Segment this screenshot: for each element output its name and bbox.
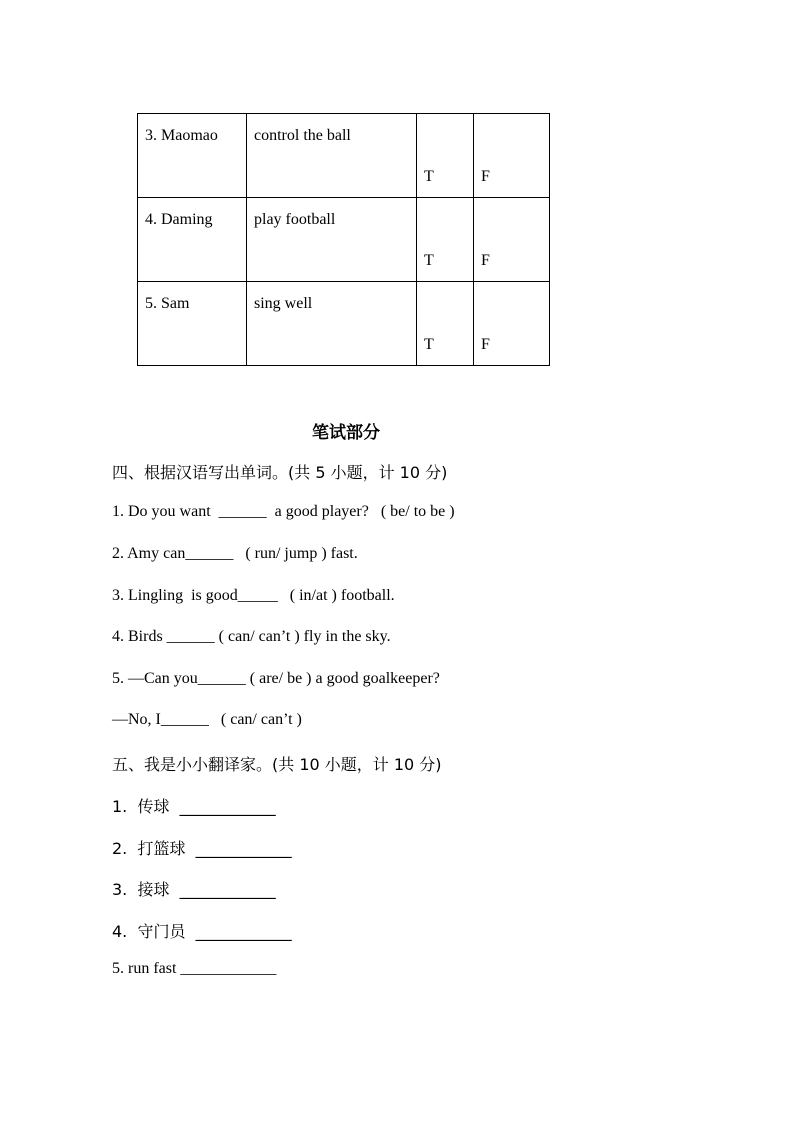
table-cell-action <box>247 282 417 366</box>
section5-item-3[interactable]: 3. 接球 ____________ <box>112 880 276 899</box>
section4-heading: 四、根据汉语写出单词。(共 5 小题，计 10 分) <box>112 463 448 482</box>
section5-item-5[interactable]: 5. run fast ____________ <box>112 960 277 977</box>
student-name: 5. Sam <box>145 295 190 312</box>
table-cell-false[interactable] <box>474 282 550 366</box>
section5-item-2[interactable]: 2. 打篮球 ____________ <box>112 839 292 858</box>
table-cell-true[interactable] <box>417 114 474 198</box>
table-row <box>138 282 550 366</box>
section5-item-4[interactable]: 4. 守门员 ____________ <box>112 922 292 941</box>
table-cell-action <box>247 198 417 282</box>
true-option[interactable]: T <box>424 252 434 269</box>
true-option[interactable]: T <box>424 168 434 185</box>
action-text: sing well <box>254 295 313 312</box>
student-name: 4. Daming <box>145 211 213 228</box>
table-cell-true[interactable] <box>417 282 474 366</box>
table-cell-false[interactable] <box>474 114 550 198</box>
student-name: 3. Maomao <box>145 127 218 144</box>
section4-item-3[interactable]: 3. Lingling is good_____ ( in/at ) football. <box>112 587 395 604</box>
false-option[interactable]: F <box>481 252 490 269</box>
true-option[interactable]: T <box>424 336 434 353</box>
false-option[interactable]: F <box>481 168 490 185</box>
table-cell-false[interactable] <box>474 198 550 282</box>
section4-item-1[interactable]: 1. Do you want ______ a good player? ( be/ to be ) <box>112 503 455 520</box>
action-text: control the ball <box>254 127 351 144</box>
action-text: play football <box>254 211 336 228</box>
table-cell-name <box>138 114 247 198</box>
section4-item-2[interactable]: 2. Amy can______ ( run/ jump ) fast. <box>112 545 358 562</box>
table-cell-true[interactable] <box>417 198 474 282</box>
table-row <box>138 114 550 198</box>
table-cell-name <box>138 282 247 366</box>
answer-table <box>137 113 550 366</box>
table-row <box>138 198 550 282</box>
section4-item-4[interactable]: 4. Birds ______ ( can/ can’t ) fly in the sky. <box>112 628 391 645</box>
table-cell-name <box>138 198 247 282</box>
section5-heading: 五、我是小小翻译家。(共 10 小题，计 10 分) <box>112 755 442 774</box>
written-section-title: 笔试部分 <box>312 423 380 443</box>
section4-item-5[interactable]: 5. —Can you______ ( are/ be ) a good goalkeeper? <box>112 670 440 687</box>
section4-item-5-answer[interactable]: —No, I______ ( can/ can’t ) <box>112 711 302 728</box>
table-cell-action <box>247 114 417 198</box>
false-option[interactable]: F <box>481 336 490 353</box>
section5-item-1[interactable]: 1. 传球 ____________ <box>112 797 276 816</box>
